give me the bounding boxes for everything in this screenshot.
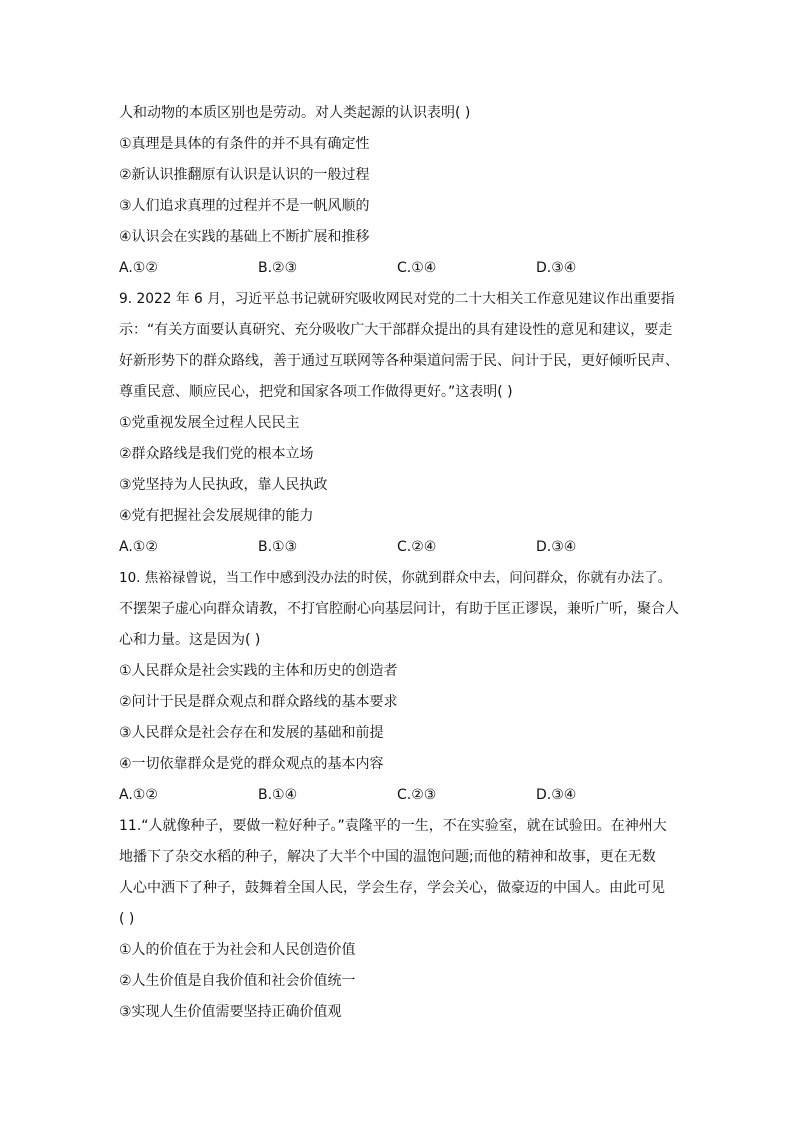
statement-1: ①真理是具体的有条件的并不具有确定性 [119,136,370,152]
statement-2: ②新认识推翻原有认识是认识的一般过程 [119,167,370,183]
statement-4: ④党有把握社会发展规律的能力 [119,508,314,524]
question-stem-line: 不摆架子虚心向群众请教，不打官腔耐心向基层问计，有助于匡正谬误，兼听广听，聚合人 [119,601,679,617]
question-10 [119,563,679,811]
statement-3: ③实现人生价值需要坚持正确价值观 [119,1004,342,1020]
statement-2: ②问计于民是群众观点和群众路线的基本要求 [119,694,398,710]
question-stem-line: 心和力量。这是因为( ) [119,632,261,648]
option-a: A.①② [119,260,158,276]
option-d: D.③④ [536,787,577,803]
statement-3: ③人民群众是社会存在和发展的基础和前提 [119,725,384,741]
question-9 [119,284,679,563]
question-stem-line: 尊重民意、顺应民心，把党和国家各项工作做得更好。”这表明( ) [119,384,513,400]
statement-1: ①人民群众是社会实践的主体和历史的创造者 [119,663,398,679]
statement-2: ②人生价值是自我价值和社会价值统一 [119,973,356,989]
question-stem-line: 示：“有关方面要认真研究、充分吸收广大干部群众提出的具有建设性的意见和建议，要走 [119,322,673,338]
exam-page [119,98,679,1028]
question-stem-line: 10. 焦裕禄曾说，当工作中感到没办法的时侯，你就到群众中去，问问群众，你就有办法了。 [119,570,672,586]
question-stem-line: ( ) [119,911,135,927]
option-a: A.①② [119,787,158,803]
option-c: C.②④ [397,539,437,555]
answer-options [119,253,679,284]
option-c: C.②③ [397,787,437,803]
option-b: B.①③ [258,539,298,555]
statement-1: ①党重视发展全过程人民民主 [119,415,300,431]
question-stem-line: 11.“人就像种子，要做一粒好种子。”袁隆平的一生，不在实验室，就在试验田。在神州大 [119,818,667,834]
question-stem-line: 人和动物的本质区别也是劳动。对人类起源的认识表明( ) [119,105,471,121]
statement-4: ④认识会在实践的基础上不断扩展和推移 [119,229,370,245]
statement-3: ③党坚持为人民执政，靠人民执政 [119,477,328,493]
statement-4: ④一切依靠群众是党的群众观点的基本内容 [119,756,384,772]
option-d: D.③④ [536,260,577,276]
question-8 [119,98,679,284]
question-stem-line: 人心中洒下了种子，鼓舞着全国人民，学会生存，学会关心，做豪迈的中国人。由此可见 [119,880,665,896]
option-c: C.①④ [397,260,437,276]
option-b: B.①④ [258,787,298,803]
statement-1: ①人的价值在于为社会和人民创造价值 [119,942,356,958]
question-11 [119,811,679,1028]
option-b: B.②③ [258,260,298,276]
question-stem-line: 地播下了杂交水稻的种子，解决了大半个中国的温饱问题;而他的精神和故事，更在无数 [119,849,656,865]
statement-3: ③人们追求真理的过程并不是一帆风顺的 [119,198,370,214]
option-a: A.①② [119,539,158,555]
option-d: D.③④ [536,539,577,555]
answer-options [119,780,679,811]
statement-2: ②群众路线是我们党的根本立场 [119,446,314,462]
question-stem-line: 好新形势下的群众路线，善于通过互联网等各种渠道问需于民、问计于民，更好倾听民声、 [119,353,679,369]
question-stem-line: 9. 2022 年 6 月，习近平总书记就研究吸收网民对党的二十大相关工作意见建议作出重要指 [119,291,675,307]
answer-options [119,532,679,563]
